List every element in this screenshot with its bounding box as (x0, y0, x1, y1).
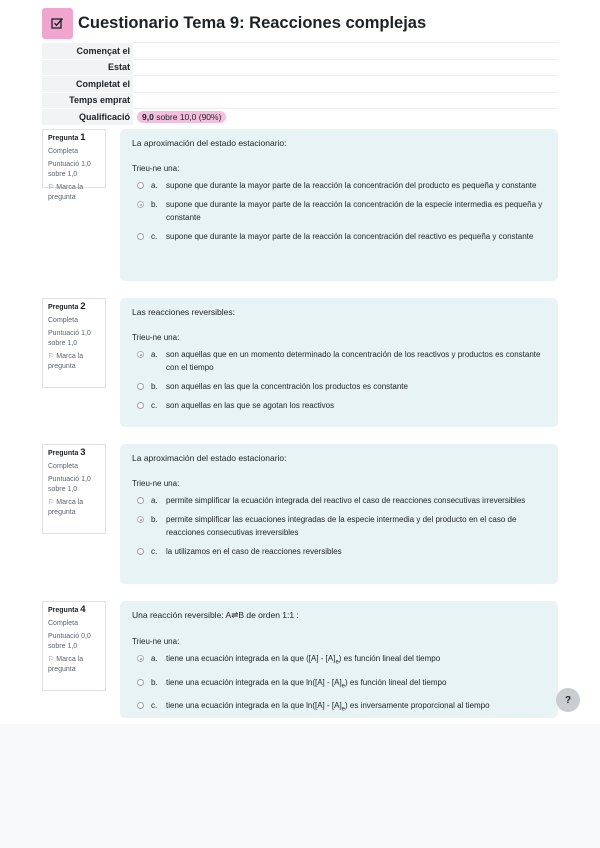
summary-value (133, 59, 558, 76)
summary-value (133, 43, 558, 60)
question-number-value: 3 (80, 447, 86, 458)
answer-letter: b. (151, 515, 158, 524)
answer-option[interactable] (132, 230, 546, 243)
question-number (48, 302, 101, 313)
question-number-value: 4 (80, 604, 86, 615)
flag-question-link[interactable] (48, 655, 101, 675)
question-mark: Puntuació 0,0 sobre 1,0 (48, 633, 91, 650)
answer-prompt: Trieu-ne una: (132, 479, 180, 488)
summary-row (42, 92, 558, 109)
answer-option[interactable] (132, 545, 546, 558)
question-text: La aproximación del estado estacionario: (132, 453, 287, 463)
radio-button[interactable] (137, 679, 144, 686)
answer-letter: c. (151, 232, 158, 241)
answer-text-part: tiene una ecuación integrada en la que ln([A] - [A] (166, 701, 342, 711)
answer-text (166, 652, 546, 670)
flag-icon: ⚐ (48, 353, 55, 360)
summary-value (133, 92, 558, 109)
question-mark: Puntuació 1,0 sobre 1,0 (48, 330, 91, 347)
flag-icon: ⚐ (48, 499, 55, 506)
answer-text: la utilizamos en el caso de reacciones reversibles (166, 547, 342, 556)
flag-question-link[interactable] (48, 183, 101, 203)
answer-option[interactable] (132, 676, 546, 694)
radio-button[interactable] (137, 383, 144, 390)
answer-letter: c. (151, 547, 158, 556)
page-header (42, 8, 426, 38)
answer-option[interactable] (132, 380, 546, 393)
question-number (48, 133, 101, 144)
help-button[interactable]: ? (556, 688, 580, 712)
summary-row (42, 43, 558, 60)
flag-icon: ⚐ (48, 656, 55, 663)
flag-label: Marca la pregunta (48, 353, 84, 370)
radio-button[interactable] (137, 497, 144, 504)
answer-text-part: ) es función lineal del tiempo (345, 677, 447, 687)
radio-button[interactable] (137, 402, 144, 409)
question-state: Completa (48, 620, 78, 627)
question-number-value: 1 (80, 132, 86, 143)
answer-letter: c. (151, 701, 158, 711)
question-content (120, 601, 558, 718)
answer-letter: c. (151, 401, 158, 410)
flag-question-link[interactable] (48, 498, 101, 518)
answer-option[interactable] (132, 513, 546, 539)
answer-text: son aquellas en las que la concentración los productos es constante (166, 382, 408, 391)
radio-button[interactable] (137, 702, 144, 709)
question-number-prefix: Pregunta (48, 450, 79, 457)
question-info (42, 444, 106, 534)
quiz-summary-table (42, 42, 558, 125)
question-content (120, 298, 558, 427)
summary-label: Completat el (42, 76, 133, 93)
answer-option[interactable] (132, 652, 546, 670)
answer-text: son aquellas en las que se agotan los reactivos (166, 401, 335, 410)
answer-option[interactable] (132, 399, 546, 412)
question-number-prefix: Pregunta (48, 304, 79, 311)
question-number-prefix: Pregunta (48, 607, 79, 614)
summary-row (42, 76, 558, 93)
answer-text (166, 676, 546, 694)
answer-option[interactable] (132, 494, 546, 507)
question-number (48, 448, 101, 459)
question-content (120, 129, 558, 281)
answer-option[interactable] (132, 699, 546, 717)
question-number (48, 605, 101, 616)
answer-option[interactable] (132, 179, 546, 192)
answer-text: son aquellas que en un momento determinado la concentración de los reactivos y productos es constante con el tiempo (166, 350, 541, 372)
quiz-icon (42, 8, 73, 39)
subscript: e (335, 659, 339, 666)
radio-button[interactable] (137, 233, 144, 240)
answer-option[interactable] (132, 198, 546, 224)
summary-row-grade (42, 109, 558, 125)
question-content (120, 444, 558, 584)
answer-text-part: tiene una ecuación integrada en la que ([A] - [A] (166, 654, 336, 663)
grade-value-cell (133, 109, 558, 125)
answer-text: supone que durante la mayor parte de la reacción la concentración del reactivo es pequeña y constante (166, 232, 534, 241)
answer-letter: b. (151, 382, 158, 391)
flag-label: Marca la pregunta (48, 499, 84, 516)
answer-prompt: Trieu-ne una: (132, 164, 180, 173)
checkbox-icon (51, 17, 64, 30)
answer-text-part: ) es inversamente proporcional al tiempo (345, 701, 490, 711)
subscript: e (341, 683, 346, 690)
question-mark: Puntuació 1,0 sobre 1,0 (48, 161, 91, 178)
answer-prompt: Trieu-ne una: (132, 637, 180, 646)
answer-text: permite simplificar la ecuación integrada del reactivo el caso de reacciones consecutivas irreversibles (166, 496, 526, 505)
answer-letter: a. (151, 654, 158, 663)
radio-button[interactable] (137, 548, 144, 555)
question-mark: Puntuació 1,0 sobre 1,0 (48, 476, 91, 493)
answer-text: supone que durante la mayor parte de la reacción la concentración del producto es pequeña y constante (166, 181, 537, 190)
question-state: Completa (48, 148, 78, 155)
question-text: Una reacción reversible: A⇌B de orden 1:1 : (132, 610, 299, 620)
grade-label: Qualificació (42, 109, 133, 125)
radio-button-selected[interactable] (137, 516, 144, 523)
subscript: e (341, 706, 346, 713)
question-text: Las reacciones reversibles: (132, 307, 235, 317)
answer-letter: a. (151, 496, 158, 505)
question-info (42, 129, 106, 201)
summary-label: Començat el (42, 43, 133, 60)
answer-prompt: Trieu-ne una: (132, 333, 180, 342)
radio-button-selected[interactable] (137, 655, 144, 662)
answer-text-part: ) es función lineal del tiempo (338, 654, 441, 663)
radio-button-selected[interactable] (137, 201, 144, 208)
answer-letter: b. (151, 677, 158, 687)
question-text: La aproximación del estado estacionario: (132, 138, 287, 148)
answer-option[interactable] (132, 348, 546, 374)
grade-value: 9,0 (142, 111, 154, 122)
flag-label: Marca la pregunta (48, 656, 84, 673)
answer-letter: a. (151, 181, 158, 190)
radio-button-selected[interactable] (137, 351, 144, 358)
grade-badge (137, 111, 226, 123)
answer-text-part: tiene una ecuación integrada en la que ln([A] - [A] (166, 677, 342, 687)
answer-text: permite simplificar las ecuaciones integradas de la especie intermedia y del producto en el caso de reacciones consecutivas irreversibles (166, 515, 517, 537)
summary-label: Estat (42, 59, 133, 76)
page-title: Cuestionario Tema 9: Reacciones complejas (78, 13, 427, 32)
answer-text (166, 699, 546, 717)
flag-label: Marca la pregunta (48, 184, 84, 201)
grade-rest: sobre 10,0 (90%) (156, 111, 222, 122)
answer-text: supone que durante la mayor parte de la reacción la concentración de la especie intermedia es pequeña y constante (166, 200, 543, 222)
question-number-prefix: Pregunta (48, 135, 79, 142)
summary-label: Temps emprat (42, 92, 133, 109)
summary-value (133, 76, 558, 93)
question-state: Completa (48, 463, 78, 470)
answer-letter: a. (151, 350, 158, 359)
summary-row (42, 59, 558, 76)
flag-icon: ⚐ (48, 184, 55, 191)
question-number-value: 2 (80, 301, 86, 312)
question-info (42, 601, 106, 691)
radio-button[interactable] (137, 182, 144, 189)
question-state: Completa (48, 317, 78, 324)
flag-question-link[interactable] (48, 352, 101, 372)
question-info (42, 298, 106, 388)
answer-letter: b. (151, 200, 158, 209)
